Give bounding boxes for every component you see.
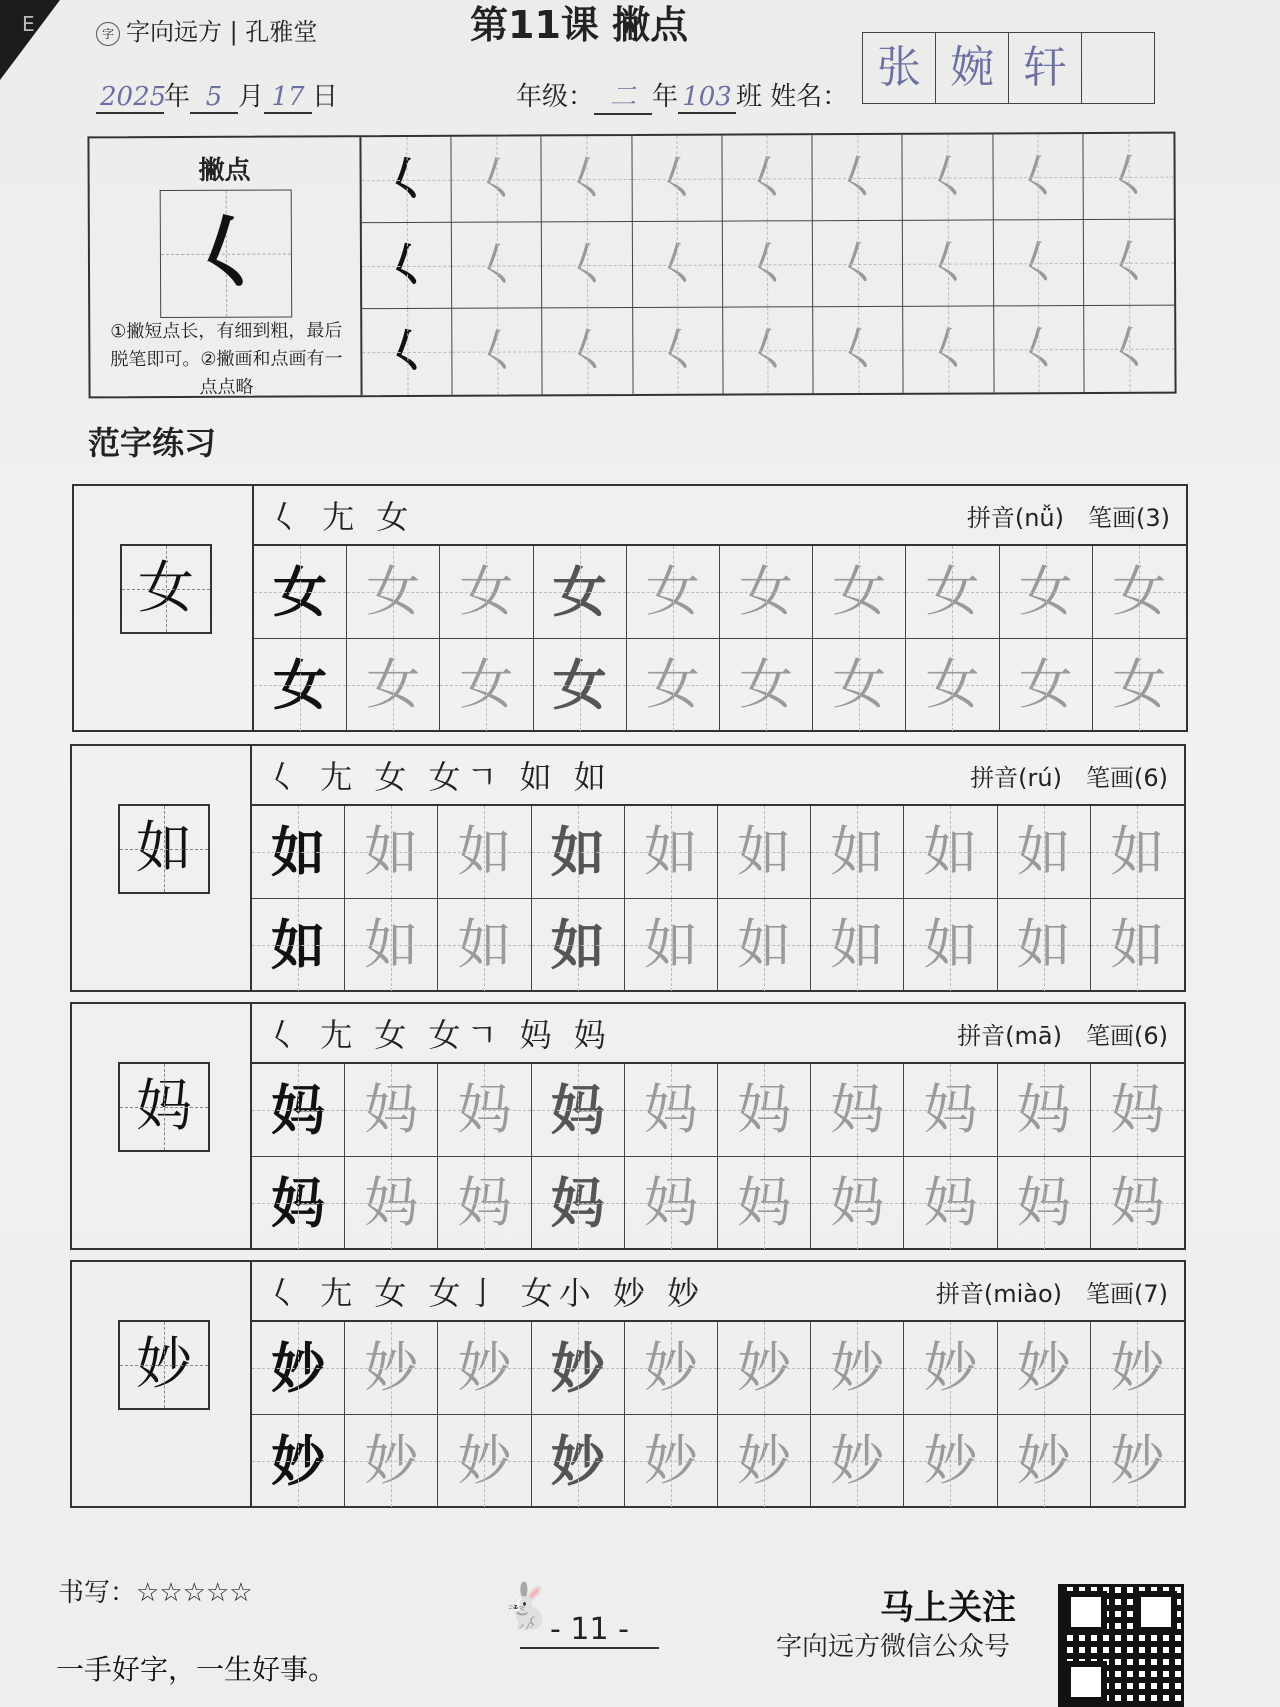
- stroke-cell[interactable]: 𡿨: [452, 308, 543, 394]
- follow-subtitle: 字向远方微信公众号: [776, 1632, 1011, 1662]
- practice-cell[interactable]: 女: [254, 546, 347, 639]
- stroke-cell[interactable]: 𡿨: [993, 134, 1084, 220]
- follow-title: 马上关注: [880, 1588, 1016, 1628]
- practice-cell[interactable]: 如: [252, 806, 345, 899]
- practice-cell[interactable]: 妈: [532, 1157, 625, 1249]
- practice-cell[interactable]: 女: [1000, 639, 1093, 731]
- stroke-cell[interactable]: 𡿨: [542, 222, 633, 308]
- practice-cell[interactable]: 妈: [904, 1157, 997, 1249]
- month-unit: 月: [238, 82, 265, 112]
- pinyin-label: 拼音(mā): [957, 1022, 1062, 1050]
- screen-corner: [0, 0, 60, 80]
- practice-cell[interactable]: 妈: [252, 1064, 345, 1157]
- practice-cell[interactable]: 如: [625, 806, 718, 899]
- strokes-label: 笔画(6): [1086, 1022, 1168, 1050]
- brand-logo: [96, 12, 317, 47]
- stroke-cell[interactable]: 𡿨: [632, 136, 723, 222]
- stroke-order: 𡿨 𡯁 女 女ㄱ 妈 妈: [266, 1016, 612, 1054]
- rabbit-icon: 🐇: [500, 1581, 555, 1632]
- char-header: [252, 746, 1184, 806]
- char-header: [252, 1004, 1184, 1064]
- practice-cell[interactable]: 女: [720, 639, 813, 731]
- practice-cell[interactable]: 女: [627, 639, 720, 731]
- star-rating[interactable]: ☆☆☆☆☆: [136, 1578, 253, 1608]
- pinyin-label: 拼音(rú): [970, 764, 1062, 792]
- student-line: [516, 76, 848, 115]
- practice-cell[interactable]: 妙: [252, 1322, 345, 1415]
- practice-cell[interactable]: 女: [1093, 639, 1186, 731]
- stroke-practice-box: [87, 132, 1176, 399]
- practice-cell[interactable]: 妙: [532, 1322, 625, 1415]
- practice-cell[interactable]: 女: [906, 639, 999, 731]
- practice-cell[interactable]: 妈: [811, 1064, 904, 1157]
- stroke-cell[interactable]: 𡿨: [1084, 220, 1175, 306]
- name-char: 轩: [1009, 33, 1082, 103]
- practice-cell[interactable]: 如: [438, 899, 531, 991]
- stroke-cell[interactable]: 𡿨: [361, 137, 452, 223]
- char-meta: [936, 1274, 1168, 1309]
- practice-cell[interactable]: 妈: [252, 1157, 345, 1249]
- stroke-cell[interactable]: 𡿨: [632, 222, 723, 308]
- rating: [58, 1572, 253, 1609]
- qr-code-icon[interactable]: [1058, 1584, 1184, 1707]
- qr-eye: [1135, 1591, 1177, 1633]
- stroke-cell[interactable]: 𡿨: [542, 136, 633, 222]
- grade-unit: 年: [652, 82, 679, 112]
- practice-grid: [252, 1064, 1184, 1248]
- practice-cell[interactable]: 妈: [625, 1157, 718, 1249]
- practice-cell[interactable]: 女: [1093, 546, 1186, 639]
- stroke-cell[interactable]: 𡿨: [993, 220, 1084, 306]
- year-value: 2025: [96, 82, 164, 114]
- practice-cell[interactable]: 女: [347, 546, 440, 639]
- pinyin-label: 拼音(miào): [935, 1280, 1062, 1308]
- rating-label: 书写：: [58, 1578, 137, 1608]
- practice-cell[interactable]: 妙: [345, 1322, 438, 1415]
- char-model: 如: [118, 804, 210, 894]
- page-number: - 11 -: [520, 1612, 659, 1649]
- stroke-cell[interactable]: 𡿨: [633, 308, 724, 394]
- practice-cell[interactable]: 如: [998, 806, 1091, 899]
- practice-cell[interactable]: 妈: [718, 1064, 811, 1157]
- practice-cell[interactable]: 妙: [438, 1415, 531, 1507]
- practice-cell[interactable]: 妈: [1091, 1157, 1184, 1249]
- practice-cell[interactable]: 妙: [904, 1415, 997, 1507]
- practice-cell[interactable]: 妈: [811, 1157, 904, 1249]
- stroke-cell[interactable]: 𡿨: [722, 135, 813, 221]
- date-line: [96, 76, 338, 114]
- class-value: 103: [678, 82, 736, 114]
- seal-icon: 字: [96, 22, 120, 46]
- name-char: 张: [863, 33, 936, 103]
- practice-cell[interactable]: 妈: [718, 1157, 811, 1249]
- practice-cell[interactable]: 妙: [252, 1415, 345, 1507]
- practice-cell[interactable]: 妙: [532, 1415, 625, 1507]
- practice-cell[interactable]: 女: [440, 639, 533, 731]
- practice-cell[interactable]: 女: [627, 546, 720, 639]
- char-header: [252, 1262, 1184, 1322]
- practice-cell[interactable]: 如: [811, 806, 904, 899]
- char-model-area: [74, 486, 254, 730]
- stroke-cell[interactable]: 𡿨: [723, 221, 814, 307]
- practice-cell[interactable]: 女: [720, 546, 813, 639]
- practice-cell[interactable]: 如: [1091, 899, 1184, 991]
- practice-cell[interactable]: 如: [532, 806, 625, 899]
- practice-cell[interactable]: 妈: [438, 1157, 531, 1249]
- practice-cell[interactable]: 女: [906, 546, 999, 639]
- char-model-area: [72, 1262, 252, 1506]
- char-block-0: [72, 484, 1188, 732]
- stroke-cell[interactable]: 𡿨: [1084, 306, 1175, 392]
- name-boxes: [862, 32, 1155, 104]
- practice-cell[interactable]: 妙: [1091, 1415, 1184, 1507]
- practice-grid: [252, 806, 1184, 990]
- stroke-demo: [160, 189, 293, 318]
- stroke-name: 撇点: [198, 155, 251, 186]
- practice-cell[interactable]: 妈: [998, 1157, 1091, 1249]
- day-unit: 日: [312, 82, 339, 112]
- practice-cell[interactable]: 如: [252, 899, 345, 991]
- stroke-cell[interactable]: 𡿨: [813, 221, 904, 307]
- practice-cell[interactable]: 女: [440, 546, 533, 639]
- practice-cell[interactable]: 如: [345, 899, 438, 991]
- day-value: 17: [264, 82, 312, 114]
- practice-cell[interactable]: 如: [998, 899, 1091, 991]
- practice-cell[interactable]: 如: [718, 899, 811, 991]
- stroke-cell[interactable]: 𡿨: [904, 306, 995, 392]
- grade-label: 年级：: [516, 82, 595, 112]
- pinyin-label: 拼音(nǚ): [966, 504, 1064, 532]
- section-title: 范字练习: [88, 424, 217, 462]
- practice-cell[interactable]: 妈: [625, 1064, 718, 1157]
- stroke-cell[interactable]: 𡿨: [452, 136, 543, 222]
- practice-cell[interactable]: 女: [1000, 546, 1093, 639]
- char-meta: [967, 498, 1170, 533]
- char-model-area: [72, 1004, 252, 1248]
- practice-cell[interactable]: 如: [718, 806, 811, 899]
- strokes-label: 笔画(7): [1086, 1280, 1168, 1308]
- stroke-cell[interactable]: 𡿨: [1083, 134, 1174, 220]
- practice-cell[interactable]: 妈: [904, 1064, 997, 1157]
- stroke-demo-glyph: 𡿨: [185, 206, 267, 300]
- practice-cell[interactable]: 妈: [345, 1064, 438, 1157]
- practice-cell[interactable]: 妈: [345, 1157, 438, 1249]
- practice-cell[interactable]: 妙: [998, 1415, 1091, 1507]
- practice-cell[interactable]: 妙: [718, 1322, 811, 1415]
- stroke-tip: ①撇短点长，有细到粗，最后脱笔即可。②撇画和点画有一点点略: [110, 320, 343, 398]
- stroke-cell[interactable]: 𡿨: [994, 306, 1085, 392]
- month-value: 5: [190, 82, 238, 114]
- year-unit: 年: [164, 82, 191, 112]
- char-model: 女: [120, 544, 212, 634]
- char-block-1: [70, 744, 1186, 992]
- strokes-label: 笔画(3): [1088, 504, 1170, 532]
- char-block-2: [70, 1002, 1186, 1250]
- stroke-cell[interactable]: 𡿨: [543, 308, 634, 394]
- practice-cell[interactable]: 女: [534, 639, 627, 731]
- stroke-cell[interactable]: 𡿨: [903, 220, 994, 306]
- stroke-cell[interactable]: 𡿨: [723, 307, 814, 393]
- practice-cell[interactable]: 如: [904, 806, 997, 899]
- char-meta: [970, 758, 1168, 793]
- logo-text: 字向远方 | 孔雅堂: [126, 18, 318, 46]
- qr-eye: [1065, 1661, 1107, 1703]
- practice-cell[interactable]: 女: [534, 546, 627, 639]
- stroke-cell[interactable]: 𡿨: [362, 309, 453, 395]
- practice-cell[interactable]: 妙: [625, 1322, 718, 1415]
- practice-cell[interactable]: 如: [1091, 806, 1184, 899]
- practice-cell[interactable]: 妙: [438, 1322, 531, 1415]
- practice-cell[interactable]: 女: [347, 639, 440, 731]
- practice-cell[interactable]: 妙: [998, 1322, 1091, 1415]
- char-model: 妙: [118, 1320, 210, 1410]
- practice-cell[interactable]: 如: [625, 899, 718, 991]
- stroke-cell[interactable]: 𡿨: [813, 135, 904, 221]
- stroke-grid: [361, 134, 1174, 396]
- practice-cell[interactable]: 如: [438, 806, 531, 899]
- stroke-cell[interactable]: 𡿨: [813, 307, 904, 393]
- strokes-label: 笔画(6): [1086, 764, 1168, 792]
- practice-grid: [252, 1322, 1184, 1506]
- stroke-order: 𡿨 𡯁 女 女亅 女小 妙 妙: [266, 1274, 706, 1312]
- stroke-cell[interactable]: 𡿨: [362, 223, 453, 309]
- char-model: 妈: [118, 1062, 210, 1152]
- grade-value: 二: [594, 76, 652, 115]
- lesson-title: 第11课 撇点: [470, 3, 689, 47]
- practice-cell[interactable]: 妈: [438, 1064, 531, 1157]
- practice-cell[interactable]: 如: [904, 899, 997, 991]
- stroke-order: 𡿨 𡯁 女 女ㄱ 如 如: [266, 758, 612, 796]
- qr-eye: [1065, 1591, 1107, 1633]
- practice-cell[interactable]: 妙: [811, 1322, 904, 1415]
- name-label: 班 姓名：: [736, 82, 849, 112]
- practice-cell[interactable]: 妙: [625, 1415, 718, 1507]
- practice-cell[interactable]: 妙: [811, 1415, 904, 1507]
- char-model-area: [72, 746, 252, 990]
- practice-cell[interactable]: 女: [813, 546, 906, 639]
- stroke-order: 𡿨 𡯁 女: [268, 498, 415, 536]
- stroke-cell[interactable]: 𡿨: [452, 222, 543, 308]
- practice-cell[interactable]: 女: [813, 639, 906, 731]
- practice-cell[interactable]: 女: [254, 639, 347, 731]
- practice-cell[interactable]: 妙: [345, 1415, 438, 1507]
- corner-letter: E: [22, 12, 35, 36]
- char-header: [254, 486, 1186, 546]
- practice-cell[interactable]: 妙: [718, 1415, 811, 1507]
- practice-cell[interactable]: 妈: [532, 1064, 625, 1157]
- stroke-intro: [89, 137, 362, 396]
- name-char: 婉: [936, 33, 1009, 103]
- practice-grid: [254, 546, 1186, 730]
- practice-cell[interactable]: 妙: [1091, 1322, 1184, 1415]
- practice-cell[interactable]: 如: [532, 899, 625, 991]
- name-char: [1082, 33, 1154, 103]
- practice-cell[interactable]: 如: [345, 806, 438, 899]
- practice-cell[interactable]: 如: [811, 899, 904, 991]
- practice-cell[interactable]: 妈: [998, 1064, 1091, 1157]
- char-meta: [957, 1016, 1168, 1051]
- practice-cell[interactable]: 妈: [1091, 1064, 1184, 1157]
- motto: 一手好字，一生好事。: [56, 1653, 337, 1686]
- char-block-3: [70, 1260, 1186, 1508]
- practice-cell[interactable]: 妙: [904, 1322, 997, 1415]
- stroke-cell[interactable]: 𡿨: [903, 134, 994, 220]
